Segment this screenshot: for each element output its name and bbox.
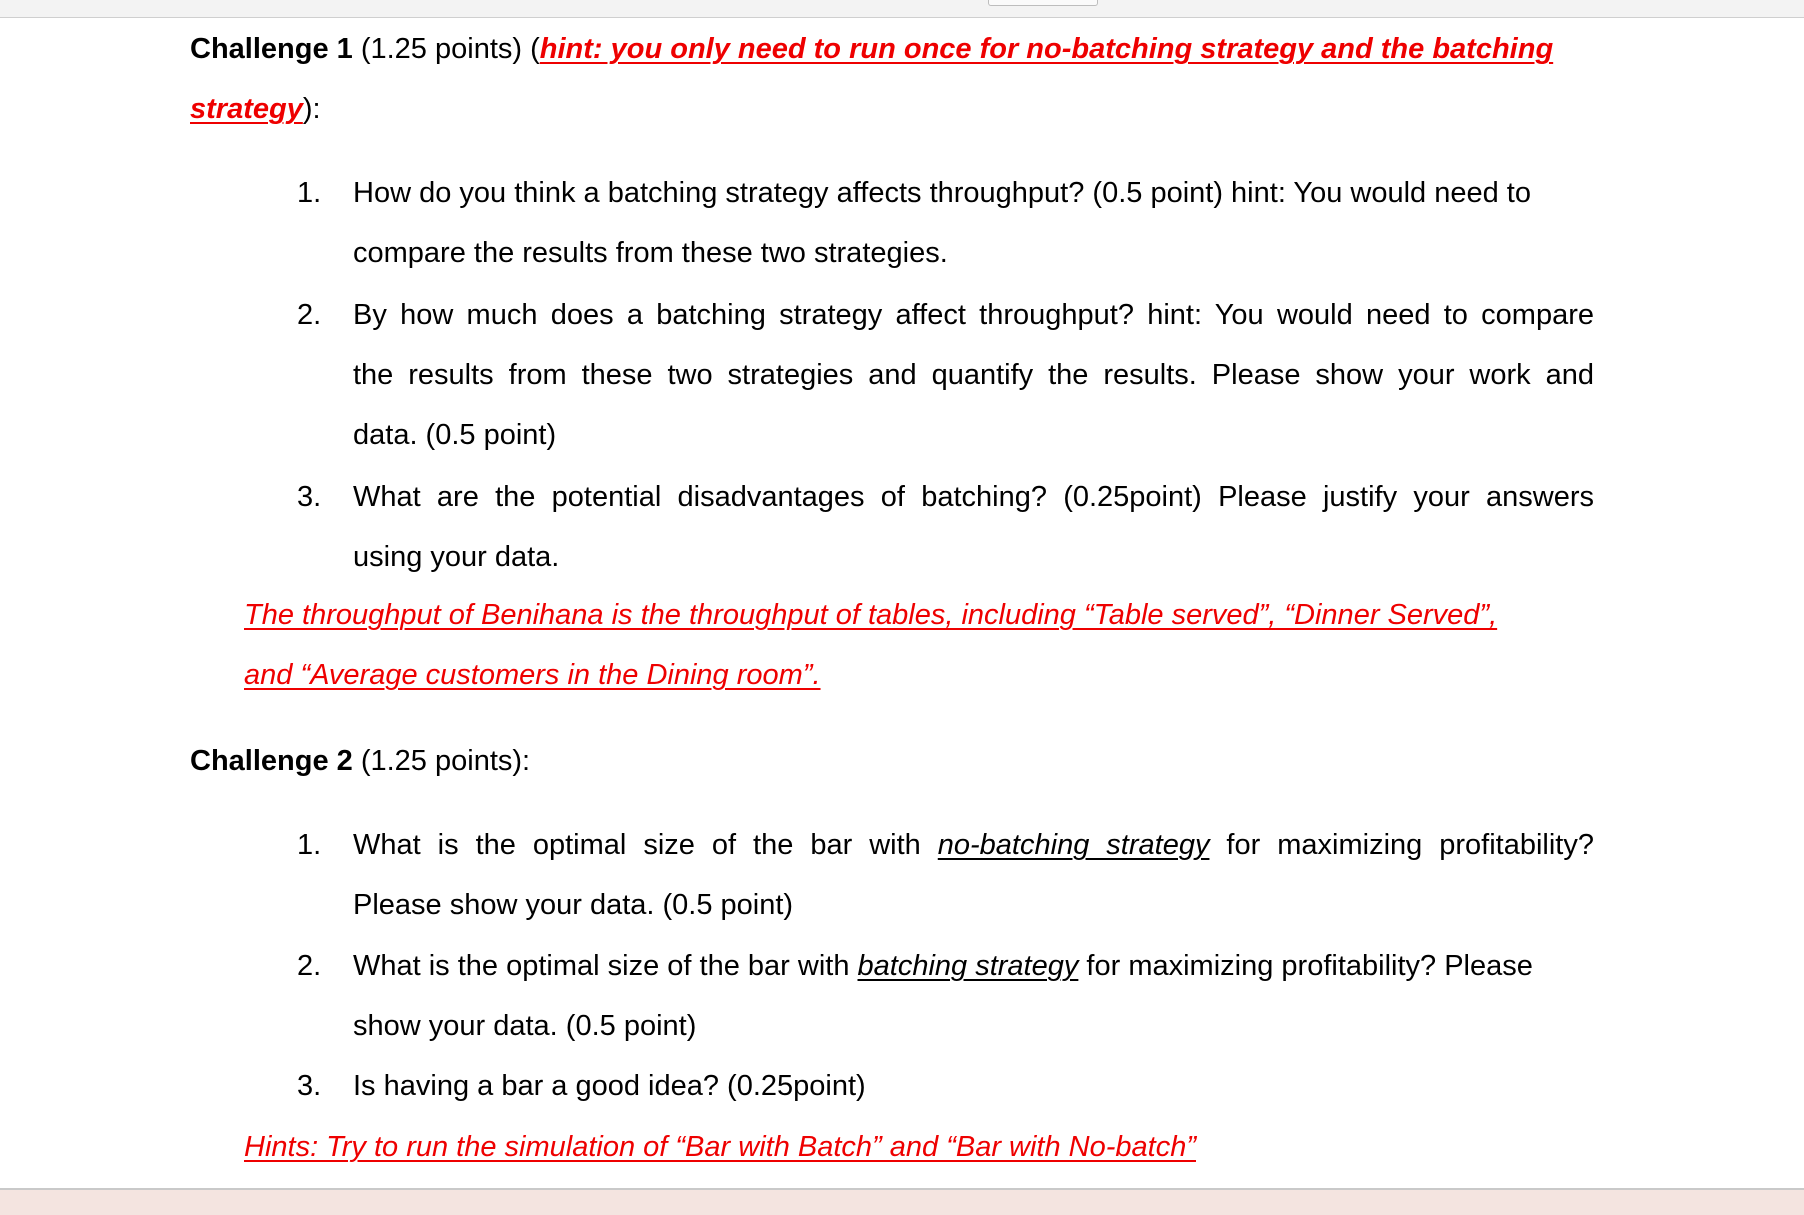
c1-item2-line3: data. (0.5 point): [353, 419, 557, 451]
challenge1-hint-end: strategy: [190, 93, 303, 125]
c2-item2-number: 2.: [297, 950, 322, 982]
c2-item2-emphasis: batching strategy: [857, 950, 1079, 982]
c1-item3-line2: using your data.: [353, 541, 560, 573]
c1-item1-line1: How do you think a batching strategy affects throughput? (0.5 point) hint: You would need to: [353, 177, 1531, 209]
challenge2-points: (1.25 points):: [352, 745, 531, 777]
c2-item2-pre: What is the optimal size of the bar with: [353, 950, 858, 982]
challenge1-hint: hint: you only need to run once for no-batching strategy and the batching: [539, 33, 1554, 65]
c1-item2-number: 2.: [297, 299, 322, 331]
c1-item2-line1: By how much does a batching strategy affect throughput? hint: You would need to compare: [353, 299, 1594, 331]
challenge1-heading: [190, 31, 1594, 67]
window-top-bar: [0, 0, 1804, 18]
c2-item1-post: for maximizing profitability?: [1209, 829, 1594, 861]
challenge1-hint-close: ):: [302, 93, 321, 125]
c2-item1-emphasis: no-batching strategy: [937, 829, 1210, 861]
c1-item1-line2: compare the results from these two strategies.: [353, 237, 948, 269]
c1-note-line2: and “Average customers in the Dining room”.: [244, 659, 821, 691]
c1-item3-line1: What are the potential disadvantages of batching? (0.25point) Please justify your answers: [353, 481, 1594, 513]
c2-item3-number: 3.: [297, 1070, 322, 1102]
challenge2-heading: [190, 743, 530, 779]
c2-item2-post: for maximizing profitability? Please: [1078, 950, 1533, 982]
challenge1-points: (1.25 points) (: [352, 33, 540, 65]
c2-item1-number: 1.: [297, 829, 322, 861]
challenge1-heading-cont: [190, 91, 321, 127]
c1-item2-line2: the results from these two strategies and quantify the results. Please show your work and: [353, 359, 1594, 391]
challenge2-title: Challenge 2: [190, 745, 353, 777]
c2-item1-pre: What is the optimal size of the bar with: [353, 829, 938, 861]
c2-item2-line2: show your data. (0.5 point): [353, 1010, 697, 1042]
challenge1-title: Challenge 1: [190, 33, 353, 65]
c1-note-line1: The throughput of Benihana is the throughput of tables, including “Table served”, “Dinner Served”,: [244, 599, 1498, 631]
window-bottom-bar: [0, 1188, 1804, 1215]
c2-item1-line1: [353, 827, 1594, 863]
c2-item3-line1: Is having a bar a good idea? (0.25point): [353, 1070, 866, 1102]
c1-item1-number: 1.: [297, 177, 322, 209]
top-tab-handle[interactable]: [988, 0, 1098, 6]
c1-item3-number: 3.: [297, 481, 322, 513]
document-page: [0, 18, 1804, 1188]
c2-item1-line2: Please show your data. (0.5 point): [353, 889, 794, 921]
c2-hints: Hints: Try to run the simulation of “Bar with Batch” and “Bar with No-batch”: [244, 1131, 1196, 1163]
c2-item2-line1: [353, 948, 1533, 984]
